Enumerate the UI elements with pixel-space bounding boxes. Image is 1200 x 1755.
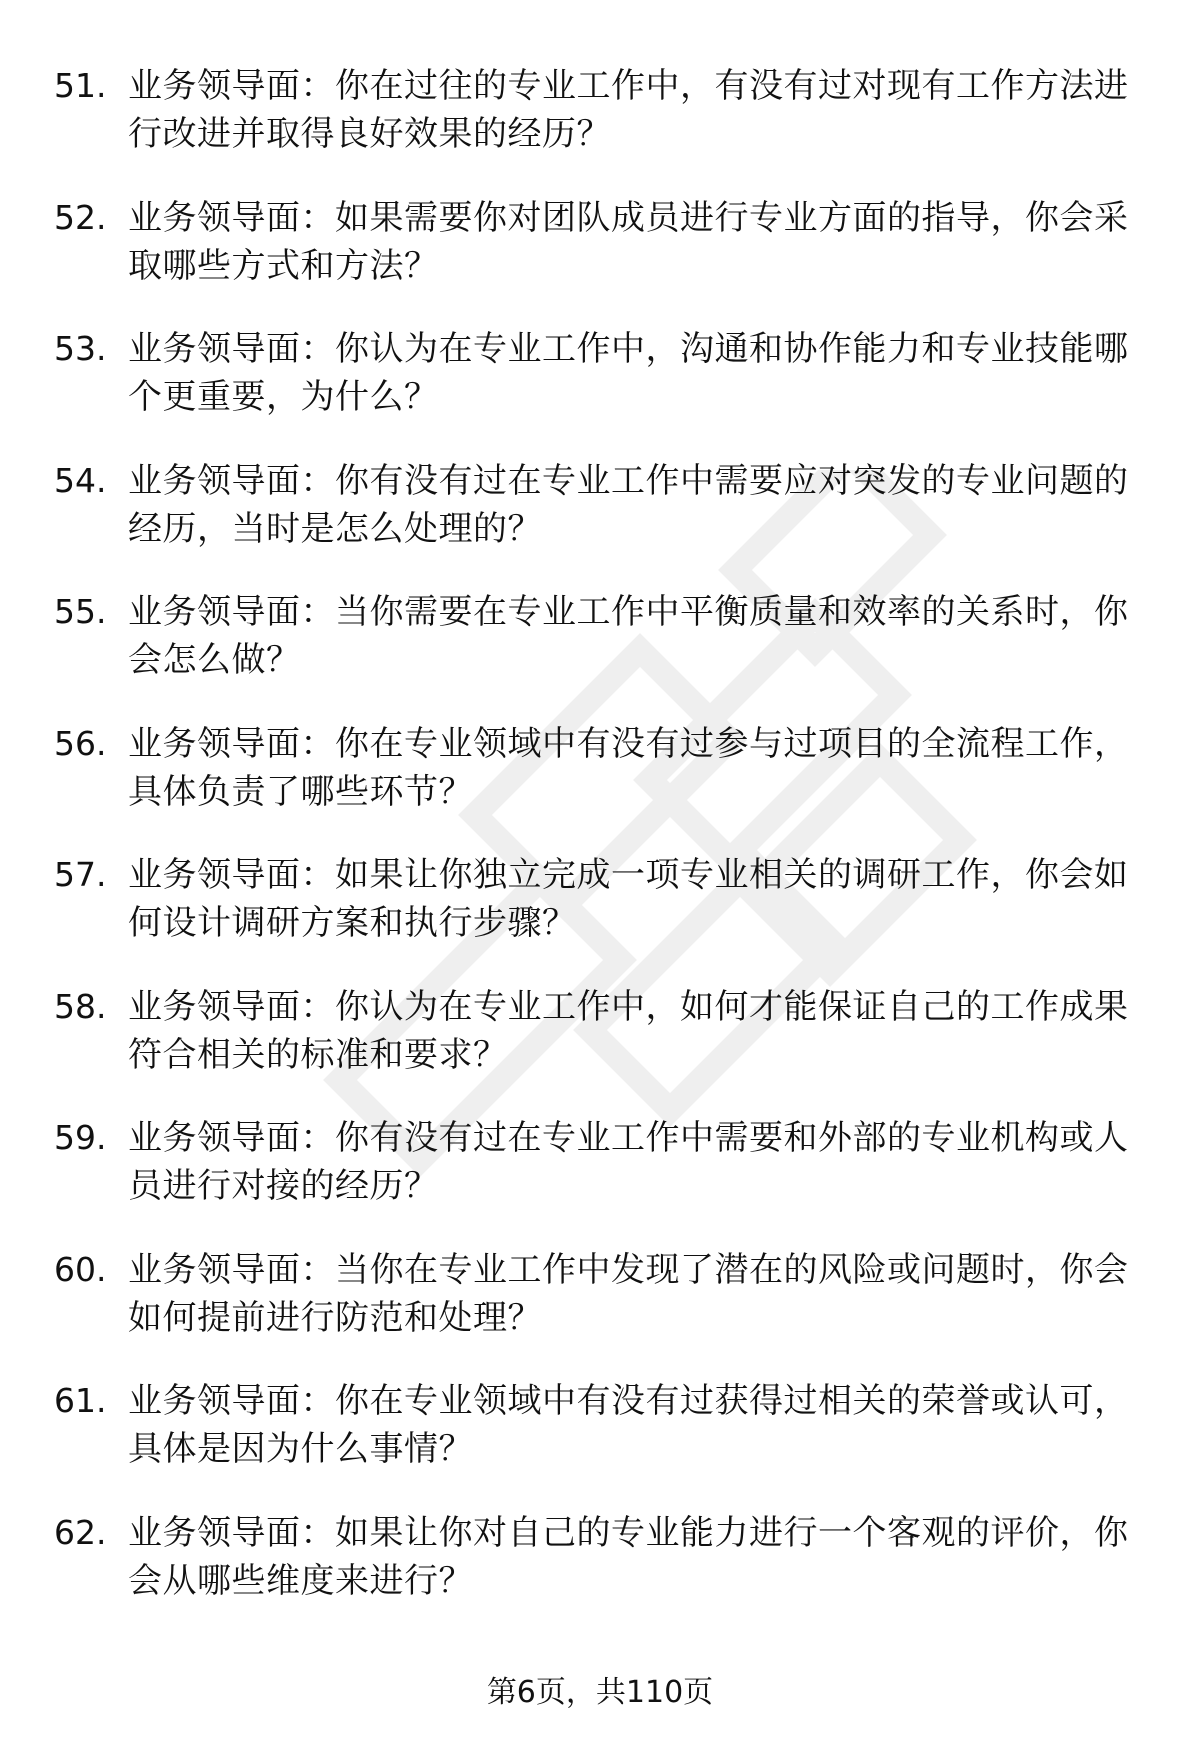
question-text: 业务领导面：如果让你对自己的专业能力进行一个客观的评价，你会从哪些维度来进行？ xyxy=(128,1512,1129,1601)
question-number: 55. xyxy=(54,592,107,631)
question-text: 业务领导面：你认为在专业工作中，沟通和协作能力和专业技能哪个更重要，为什么？ xyxy=(128,329,1129,417)
question-text: 业务领导面：你有没有过在专业工作中需要应对突发的专业问题的经历，当时是怎么处理的？ xyxy=(128,460,1129,549)
question-text: 业务领导面：当你在专业工作中发现了潜在的风险或问题时，你会如何提前进行防范和处理？ xyxy=(128,1249,1129,1338)
question-item xyxy=(54,851,1144,983)
question-item xyxy=(54,983,1144,1115)
question-item xyxy=(54,194,1144,326)
question-number: 53. xyxy=(54,329,107,368)
question-item xyxy=(54,588,1144,720)
question-number: 54. xyxy=(54,460,107,500)
question-number: 61. xyxy=(54,1381,107,1420)
question-text: 业务领导面：你有没有过在专业工作中需要和外部的专业机构或人员进行对接的经历？ xyxy=(128,1118,1129,1206)
question-item xyxy=(54,1377,1144,1509)
question-item xyxy=(54,1246,1144,1378)
question-item xyxy=(54,62,1144,194)
question-item xyxy=(54,1509,1144,1641)
question-item xyxy=(54,720,1144,852)
question-number: 56. xyxy=(54,723,107,763)
question-text: 业务领导面：你在专业领域中有没有过参与过项目的全流程工作，具体负责了哪些环节？ xyxy=(128,723,1129,812)
question-list xyxy=(54,62,1144,1640)
question-number: 51. xyxy=(54,66,107,105)
question-item xyxy=(54,1114,1144,1246)
question-item xyxy=(54,325,1144,457)
question-text: 业务领导面：你在过往的专业工作中，有没有过对现有工作方法进行改进并取得良好效果的经历？ xyxy=(128,66,1129,154)
question-text: 业务领导面：如果让你独立完成一项专业相关的调研工作，你会如何设计调研方案和执行步骤？ xyxy=(128,855,1129,943)
question-number: 58. xyxy=(54,986,107,1026)
question-number: 62. xyxy=(54,1512,107,1552)
question-number: 59. xyxy=(54,1118,107,1157)
question-text: 业务领导面：你在专业领域中有没有过获得过相关的荣誉或认可，具体是因为什么事情？ xyxy=(128,1381,1129,1469)
question-text: 业务领导面：你认为在专业工作中，如何才能保证自己的工作成果符合相关的标准和要求？ xyxy=(128,986,1129,1075)
question-item xyxy=(54,457,1144,589)
question-number: 57. xyxy=(54,855,107,894)
question-text: 业务领导面：当你需要在专业工作中平衡质量和效率的关系时，你会怎么做？ xyxy=(128,592,1129,680)
question-text: 业务领导面：如果需要你对团队成员进行专业方面的指导，你会采取哪些方式和方法？ xyxy=(128,197,1129,286)
question-number: 60. xyxy=(54,1249,107,1289)
question-number: 52. xyxy=(54,197,107,237)
page-footer: 第6页，共110页 xyxy=(486,1675,714,1710)
